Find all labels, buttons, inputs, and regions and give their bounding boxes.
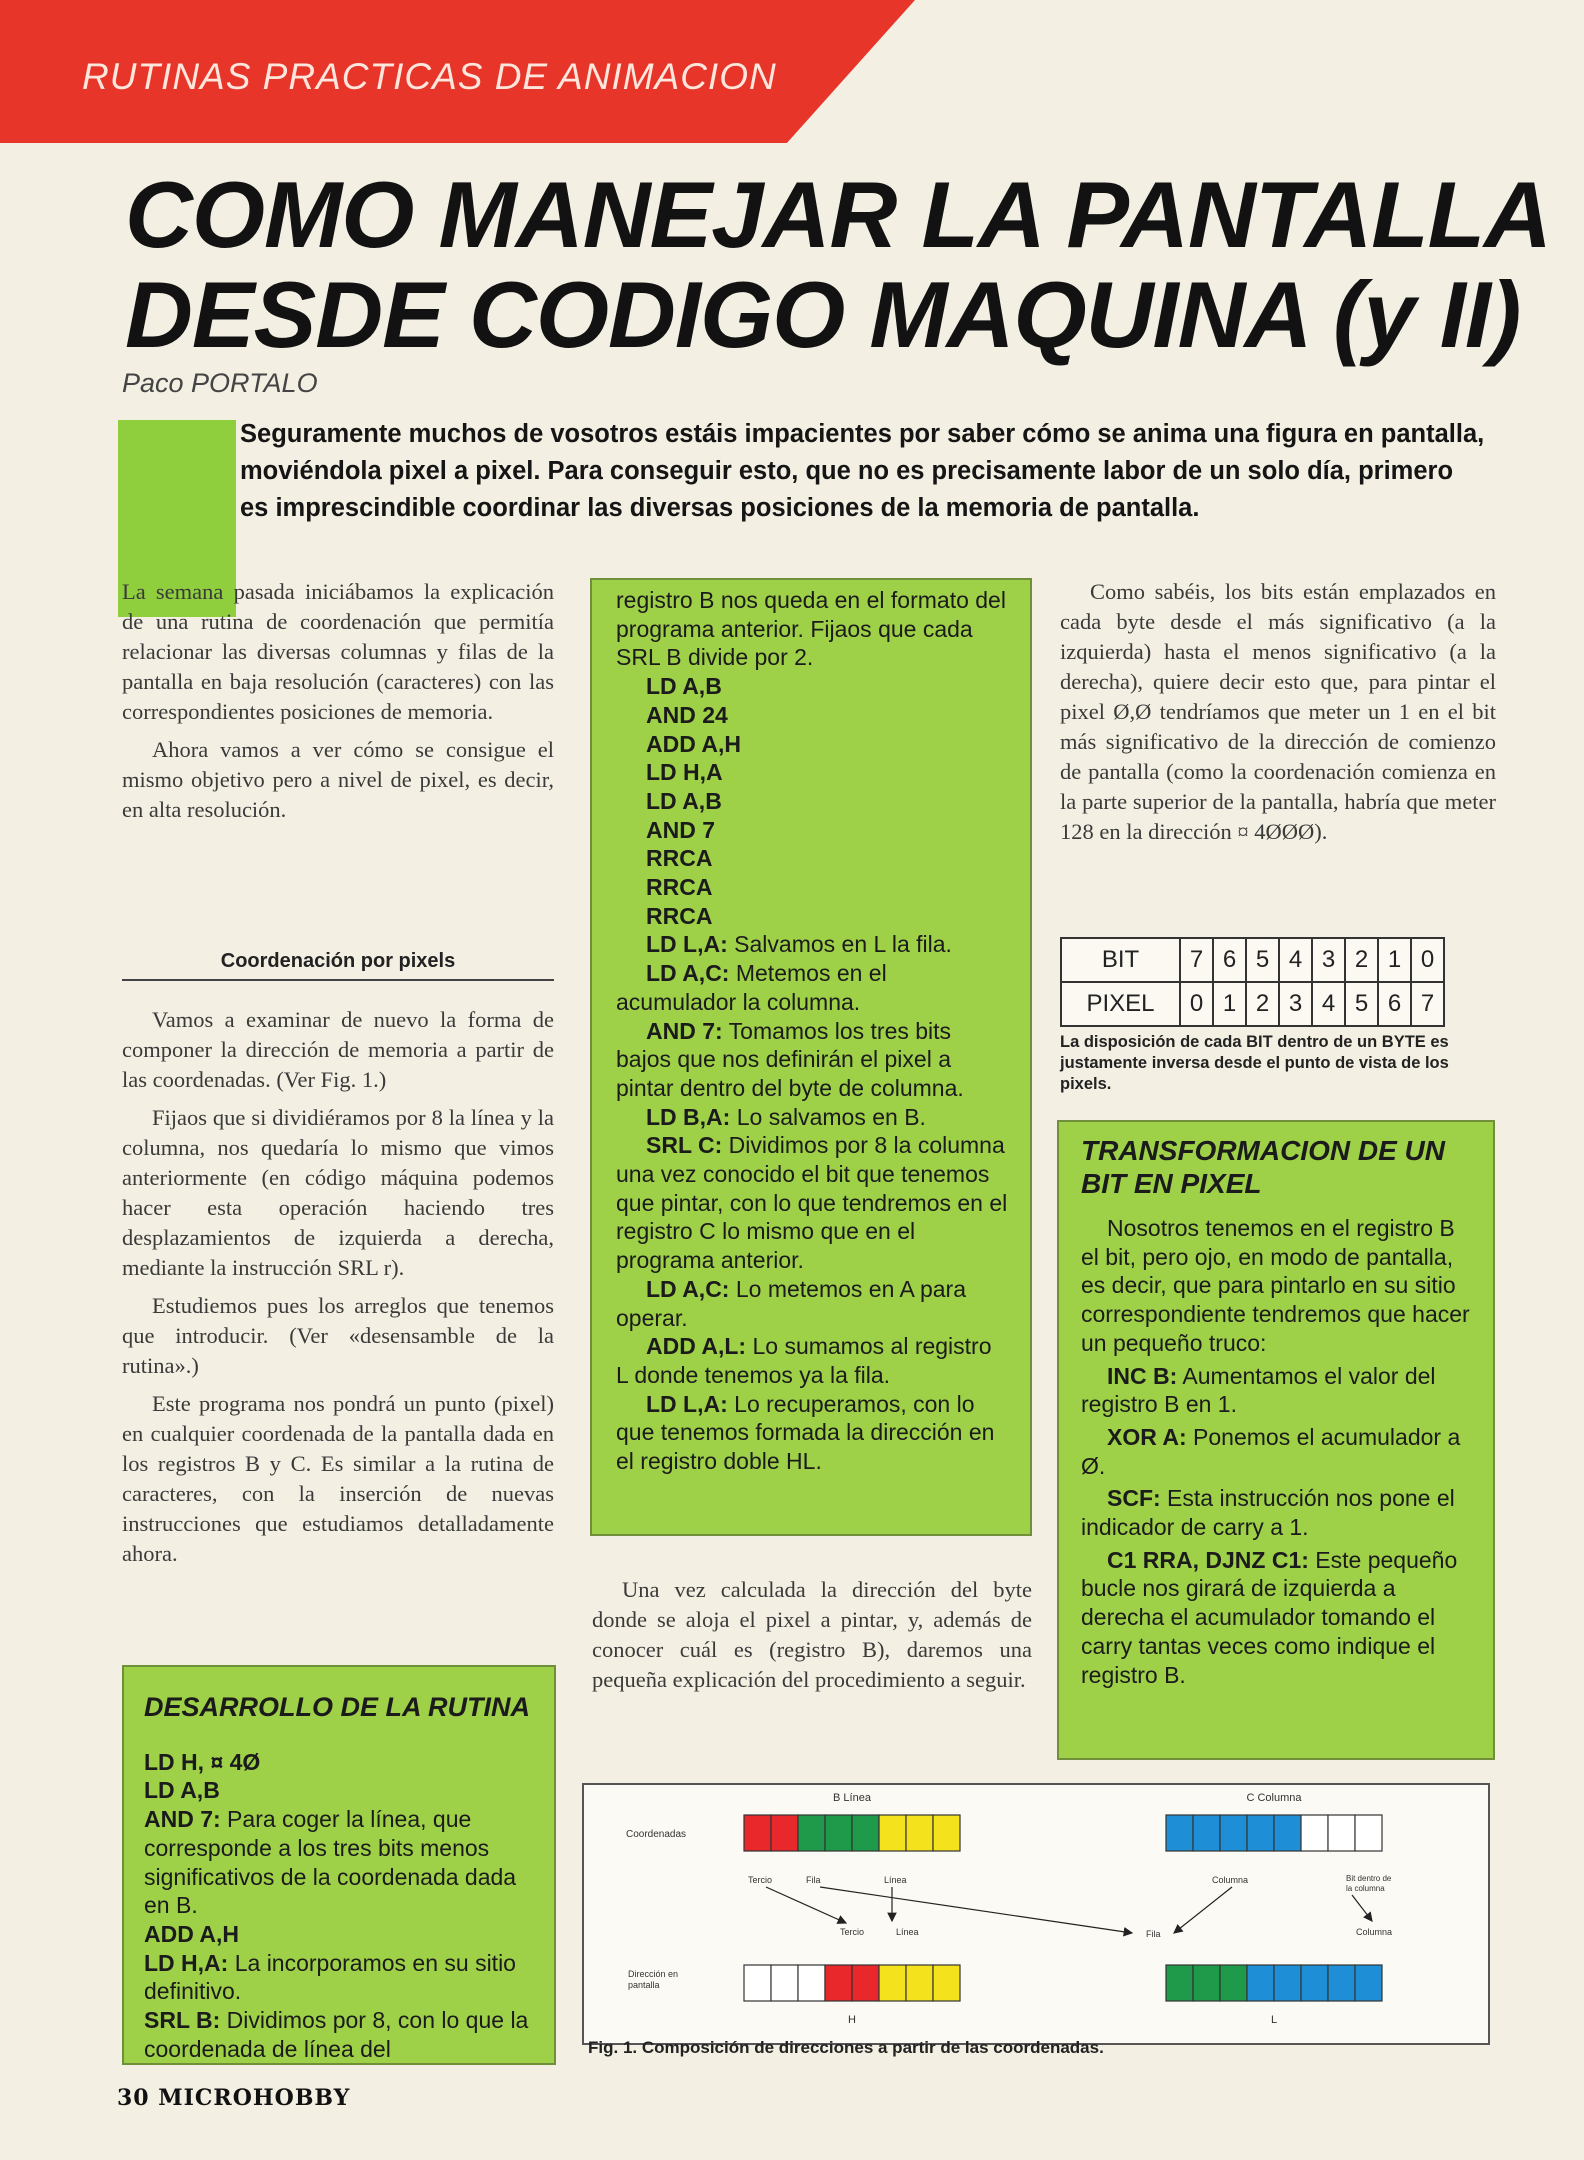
code-instr: SRL B: [144,2007,221,2034]
code-explanation [144,1949,534,2006]
pixel-cell: 3 [1279,982,1312,1026]
section-label: RUTINAS PRACTICAS DE ANIMACION [82,56,777,97]
code-line: RRCA [646,874,713,901]
column-2-body [592,1575,1032,1703]
bit-cell: 4 [1279,938,1312,982]
l-bit-cell [1193,1965,1220,2001]
l-register-bits [1166,1965,1382,2001]
l-bit-cell [1220,1965,1247,2001]
box-heading: TRANSFORMACION DE UN BIT EN PIXEL [1081,1135,1445,1199]
h-bit-cell [906,1965,933,2001]
pixel-cell: 0 [1180,982,1213,1026]
code-explanation [616,1332,1008,1389]
b-bit-cell [906,1815,933,1851]
box-intro: registro B nos queda en el formato del programa anterior. Fijaos que cada SRL B divide por 2. [616,587,1006,671]
c-bit-cell [1355,1815,1382,1851]
code-instr: C1 RRA, DJNZ C1: [1107,1546,1309,1573]
c-bit-cell [1247,1815,1274,1851]
c-bit-cell [1328,1815,1355,1851]
code-explanation [616,1390,1008,1476]
code-instr: XOR A: [1107,1423,1187,1450]
l-bit-cell [1274,1965,1301,2001]
paragraph: Vamos a examinar de nuevo la forma de componer la dirección de memoria a partir de las coordenadas. (Ver Fig. 1.) [122,1007,554,1092]
c-bit-cell [1301,1815,1328,1851]
b-bit-cell [879,1815,906,1851]
paragraph: Este programa nos pondrá un punto (pixel) en cualquier coordenada de la pantalla dada en los registros B y C. Es similar a la rutina de caracteres, con la inserción de nuevas instrucciones que estudiamos detalladamente ahora. [122,1391,554,1566]
code-line: RRCA [646,902,713,929]
fila-label: Fila [806,1875,821,1885]
bit-cell: 7 [1180,938,1213,982]
code-text: Lo sumamos al registro L donde tenemos ya la fila. [616,1333,992,1388]
code-continuation-box [590,578,1032,1536]
linea-label-2: Línea [896,1927,919,1937]
code-instr: LD B,A: [646,1103,731,1130]
fila-label-2: Fila [1146,1929,1161,1939]
pixel-row [1061,982,1444,1026]
direccion-label-1: Dirección en [628,1969,679,1979]
columna-label-2: Columna [1355,1927,1393,1937]
code-line: LD H,A [646,759,723,786]
code-text: Dividimos por 8, con lo que la coordenada de línea del [144,2007,529,2062]
code-instr: INC B: [1107,1362,1178,1389]
arrow-tercio [766,1887,846,1923]
bit-cell: 2 [1345,938,1378,982]
code-instr: LD L,A: [646,1390,728,1417]
code-line: ADD A,H [646,730,741,757]
code-explanation [1081,1546,1471,1690]
direccion-label-2: pantalla [628,1980,660,1990]
code-line: ADD A,H [144,1920,239,1947]
code-explanation [1081,1423,1471,1480]
bit-cell: 5 [1246,938,1279,982]
b-bit-cell [771,1815,798,1851]
code-instr: LD A,C: [646,960,730,987]
article-title-line-1: COMO MANEJAR LA PANTALLA [125,162,1551,267]
b-bit-cell [933,1815,960,1851]
code-line: AND 7 [646,816,716,843]
code-text: Dividimos por 8 la columna una vez conocido el bit que tenemos que pintar, con lo que tendremos en el registro C lo mismo que en el programa anterior. [616,1132,1008,1274]
h-bit-cell [744,1965,771,2001]
figure-diagram [584,1785,1488,2043]
tercio-label: Tercio [748,1875,773,1885]
column-3-body [1060,577,1496,855]
box-paragraph: Nosotros tenemos en el registro B el bit, pero ojo, en modo de pantalla, es decir, que para pintarlo en su sitio correspondiente tendremos que hacer un pequeño truco: [1081,1215,1470,1356]
pixel-cell: 2 [1246,982,1279,1026]
b-bit-cell [852,1815,879,1851]
c-register-label: C Columna [1246,1792,1302,1804]
code-explanation [616,1131,1008,1275]
c-bit-cell [1193,1815,1220,1851]
figure-1 [582,1783,1490,2045]
lead-paragraph: Seguramente muchos de vosotros estáis impacientes por saber cómo se anima una figura en pantalla, moviéndola pixel a pixel. Para conseguir esto, que no es precisamente labor de un solo día, primero es imprescindible coordinar las diversas posiciones de la memoria de pantalla. [240,420,1485,522]
code-explanation [144,1805,534,1920]
h-label: H [848,2014,856,2026]
l-bit-cell [1247,1965,1274,2001]
code-text: Lo salvamos en B. [730,1103,926,1130]
code-text: Para coger la línea, que corresponde a los tres bits menos significativos de la coordenada dada en B. [144,1806,517,1919]
code-text: Salvamos en L la fila. [727,931,952,958]
h-register-bits [744,1965,960,2001]
h-bit-cell [933,1965,960,2001]
l-label: L [1270,2014,1278,2026]
bit-dentro-label-1: Bit dentro de [1346,1874,1392,1883]
arrow-fila [820,1887,1132,1933]
arrow-columna [1174,1887,1232,1933]
c-bit-cell [1220,1815,1247,1851]
l-bit-cell [1301,1965,1328,2001]
code-explanation [616,930,1008,959]
code-instr: AND 7: [144,1806,221,1833]
code-line: AND 24 [646,701,728,728]
code-instr: LD A,C: [646,1275,730,1302]
code-line: LD A,B [646,787,722,814]
code-explanation [616,1017,1008,1103]
table-caption: La disposición de cada BIT dentro de un BYTE es justamente inversa desde el punto de vista de los pixels. [1060,1033,1449,1093]
desarrollo-box [122,1665,556,2065]
code-text: Lo metemos en A para operar. [616,1275,967,1331]
linea-label: Línea [884,1875,907,1885]
code-explanation [616,1103,1008,1132]
l-bit-cell [1355,1965,1382,2001]
code-line: LD A,B [144,1777,220,1804]
pixel-cell: 5 [1345,982,1378,1026]
article-title-line-2: DESDE CODIGO MAQUINA (y II) [125,262,1521,367]
h-bit-cell [879,1965,906,2001]
code-text: La incorporamos en su sitio definitivo. [144,1949,516,2005]
code-explanation [616,1275,1008,1332]
bit-cell: 3 [1312,938,1345,982]
row-label: PIXEL [1061,982,1180,1026]
code-text: Ponemos el acumulador a Ø. [1081,1423,1461,1479]
code-instr: LD H,A: [144,1949,229,1976]
code-text: Metemos en el acumulador la columna. [616,960,887,1015]
c-bit-cell [1166,1815,1193,1851]
lead-accent-block [118,420,236,598]
paragraph: Fijaos que si dividiéramos por 8 la línea y la columna, nos quedaría lo mismo que vimos anteriormente (en código máquina podemos hacer esta operación haciendo tres desplazamientos de izquierda a derecha, mediante la instrucción SRL r). [122,1105,554,1280]
author: Paco PORTALO [122,368,318,398]
code-line: LD H, ¤ 4Ø [144,1748,261,1775]
paragraph: La semana pasada iniciábamos la explicación de una rutina de coordenación que permitía relacionar las diversas columnas y filas de la pantalla en baja resolución (caracteres) con las correspondientes posiciones de memoria. [122,579,554,724]
bit-cell: 0 [1411,938,1444,982]
b-register-bits [744,1815,960,1851]
c-register-bits [1166,1815,1382,1851]
bit-dentro-label-2: la columna [1346,1884,1385,1893]
code-line: RRCA [646,845,713,872]
pixel-cell: 7 [1411,982,1444,1026]
code-explanation [616,959,1008,1016]
b-bit-cell [825,1815,852,1851]
code-explanation [144,2006,534,2063]
h-bit-cell [825,1965,852,2001]
row-label: BIT [1061,938,1180,982]
box-heading: DESARROLLO DE LA RUTINA [144,1692,530,1722]
l-bit-cell [1328,1965,1355,2001]
b-bit-cell [798,1815,825,1851]
b-bit-cell [744,1815,771,1851]
code-text: Esta instrucción nos pone el indicador de carry a 1. [1081,1485,1455,1541]
bit-pixel-table [1060,937,1445,1027]
h-bit-cell [798,1965,825,2001]
code-instr: ADD A,L: [646,1333,747,1360]
arrow-bit-dentro [1352,1895,1372,1921]
code-explanation [1081,1484,1471,1541]
paragraph: Estudiemos pues los arreglos que tenemos que introducir. (Ver «desensamble de la rutina».) [122,1293,554,1378]
code-instr: AND 7: [646,1017,723,1044]
h-bit-cell [852,1965,879,2001]
column-1-intro [122,577,554,833]
paragraph: Una vez calculada la dirección del byte donde se aloja el pixel a pintar, y, además de conocer cuál es (registro B), daremos una pequeña explicación del procedimiento a seguir. [592,1577,1032,1692]
code-text: Lo recuperamos, con lo que tenemos formada la dirección en el registro doble HL. [616,1390,995,1475]
l-bit-cell [1166,1965,1193,2001]
tercio-label-2: Tercio [839,1927,865,1937]
code-text: Este pequeño bucle nos girará de izquierda a derecha el acumulador tomando el carry tantas veces como indique el registro B. [1081,1546,1458,1688]
pixel-cell: 6 [1378,982,1411,1026]
subheading: Coordenación por pixels [122,950,554,981]
figure-caption: Fig. 1. Composición de direcciones a partir de las coordenadas. [588,2038,1104,2057]
paragraph: Ahora vamos a ver cómo se consigue el mismo objetivo pero a nivel de pixel, es decir, en alta resolución. [122,737,554,822]
pixel-cell: 1 [1213,982,1246,1026]
code-line: LD A,B [646,673,722,700]
page-footer: 30 MICROHOBBY [117,2085,351,2111]
code-text: Tomamos los tres bits bajos que nos definirán el pixel a pintar dentro del byte de columna. [616,1017,964,1101]
c-bit-cell [1274,1815,1301,1851]
h-bit-cell [771,1965,798,2001]
transformacion-box [1057,1120,1495,1760]
pixel-cell: 4 [1312,982,1345,1026]
bit-cell: 1 [1378,938,1411,982]
b-register-label: B Línea [833,1792,871,1804]
bit-cell: 6 [1213,938,1246,982]
paragraph: Como sabéis, los bits están emplazados en cada byte desde el más significativo (a la izquierda) hasta el menos significativo (a la derecha), quiere decir esto que, para pintar el pixel Ø,Ø tendríamos que meter un 1 en el bit más significativo de la dirección de comienzo de pantalla (como la coordenación comienza en la parte superior de la pantalla, habría que meter 128 en la dirección ¤ 4ØØØ). [1060,579,1496,844]
code-text: Aumentamos el valor del registro B en 1. [1081,1362,1436,1418]
code-explanation [1081,1362,1471,1419]
code-instr: SRL C: [646,1132,723,1159]
column-1-body [122,1005,554,1577]
bit-row [1061,938,1444,982]
code-instr: LD L,A: [646,931,728,958]
columna-label: Columna [1212,1875,1249,1885]
code-instr: SCF: [1107,1485,1161,1512]
coordenadas-label: Coordenadas [626,1829,687,1840]
